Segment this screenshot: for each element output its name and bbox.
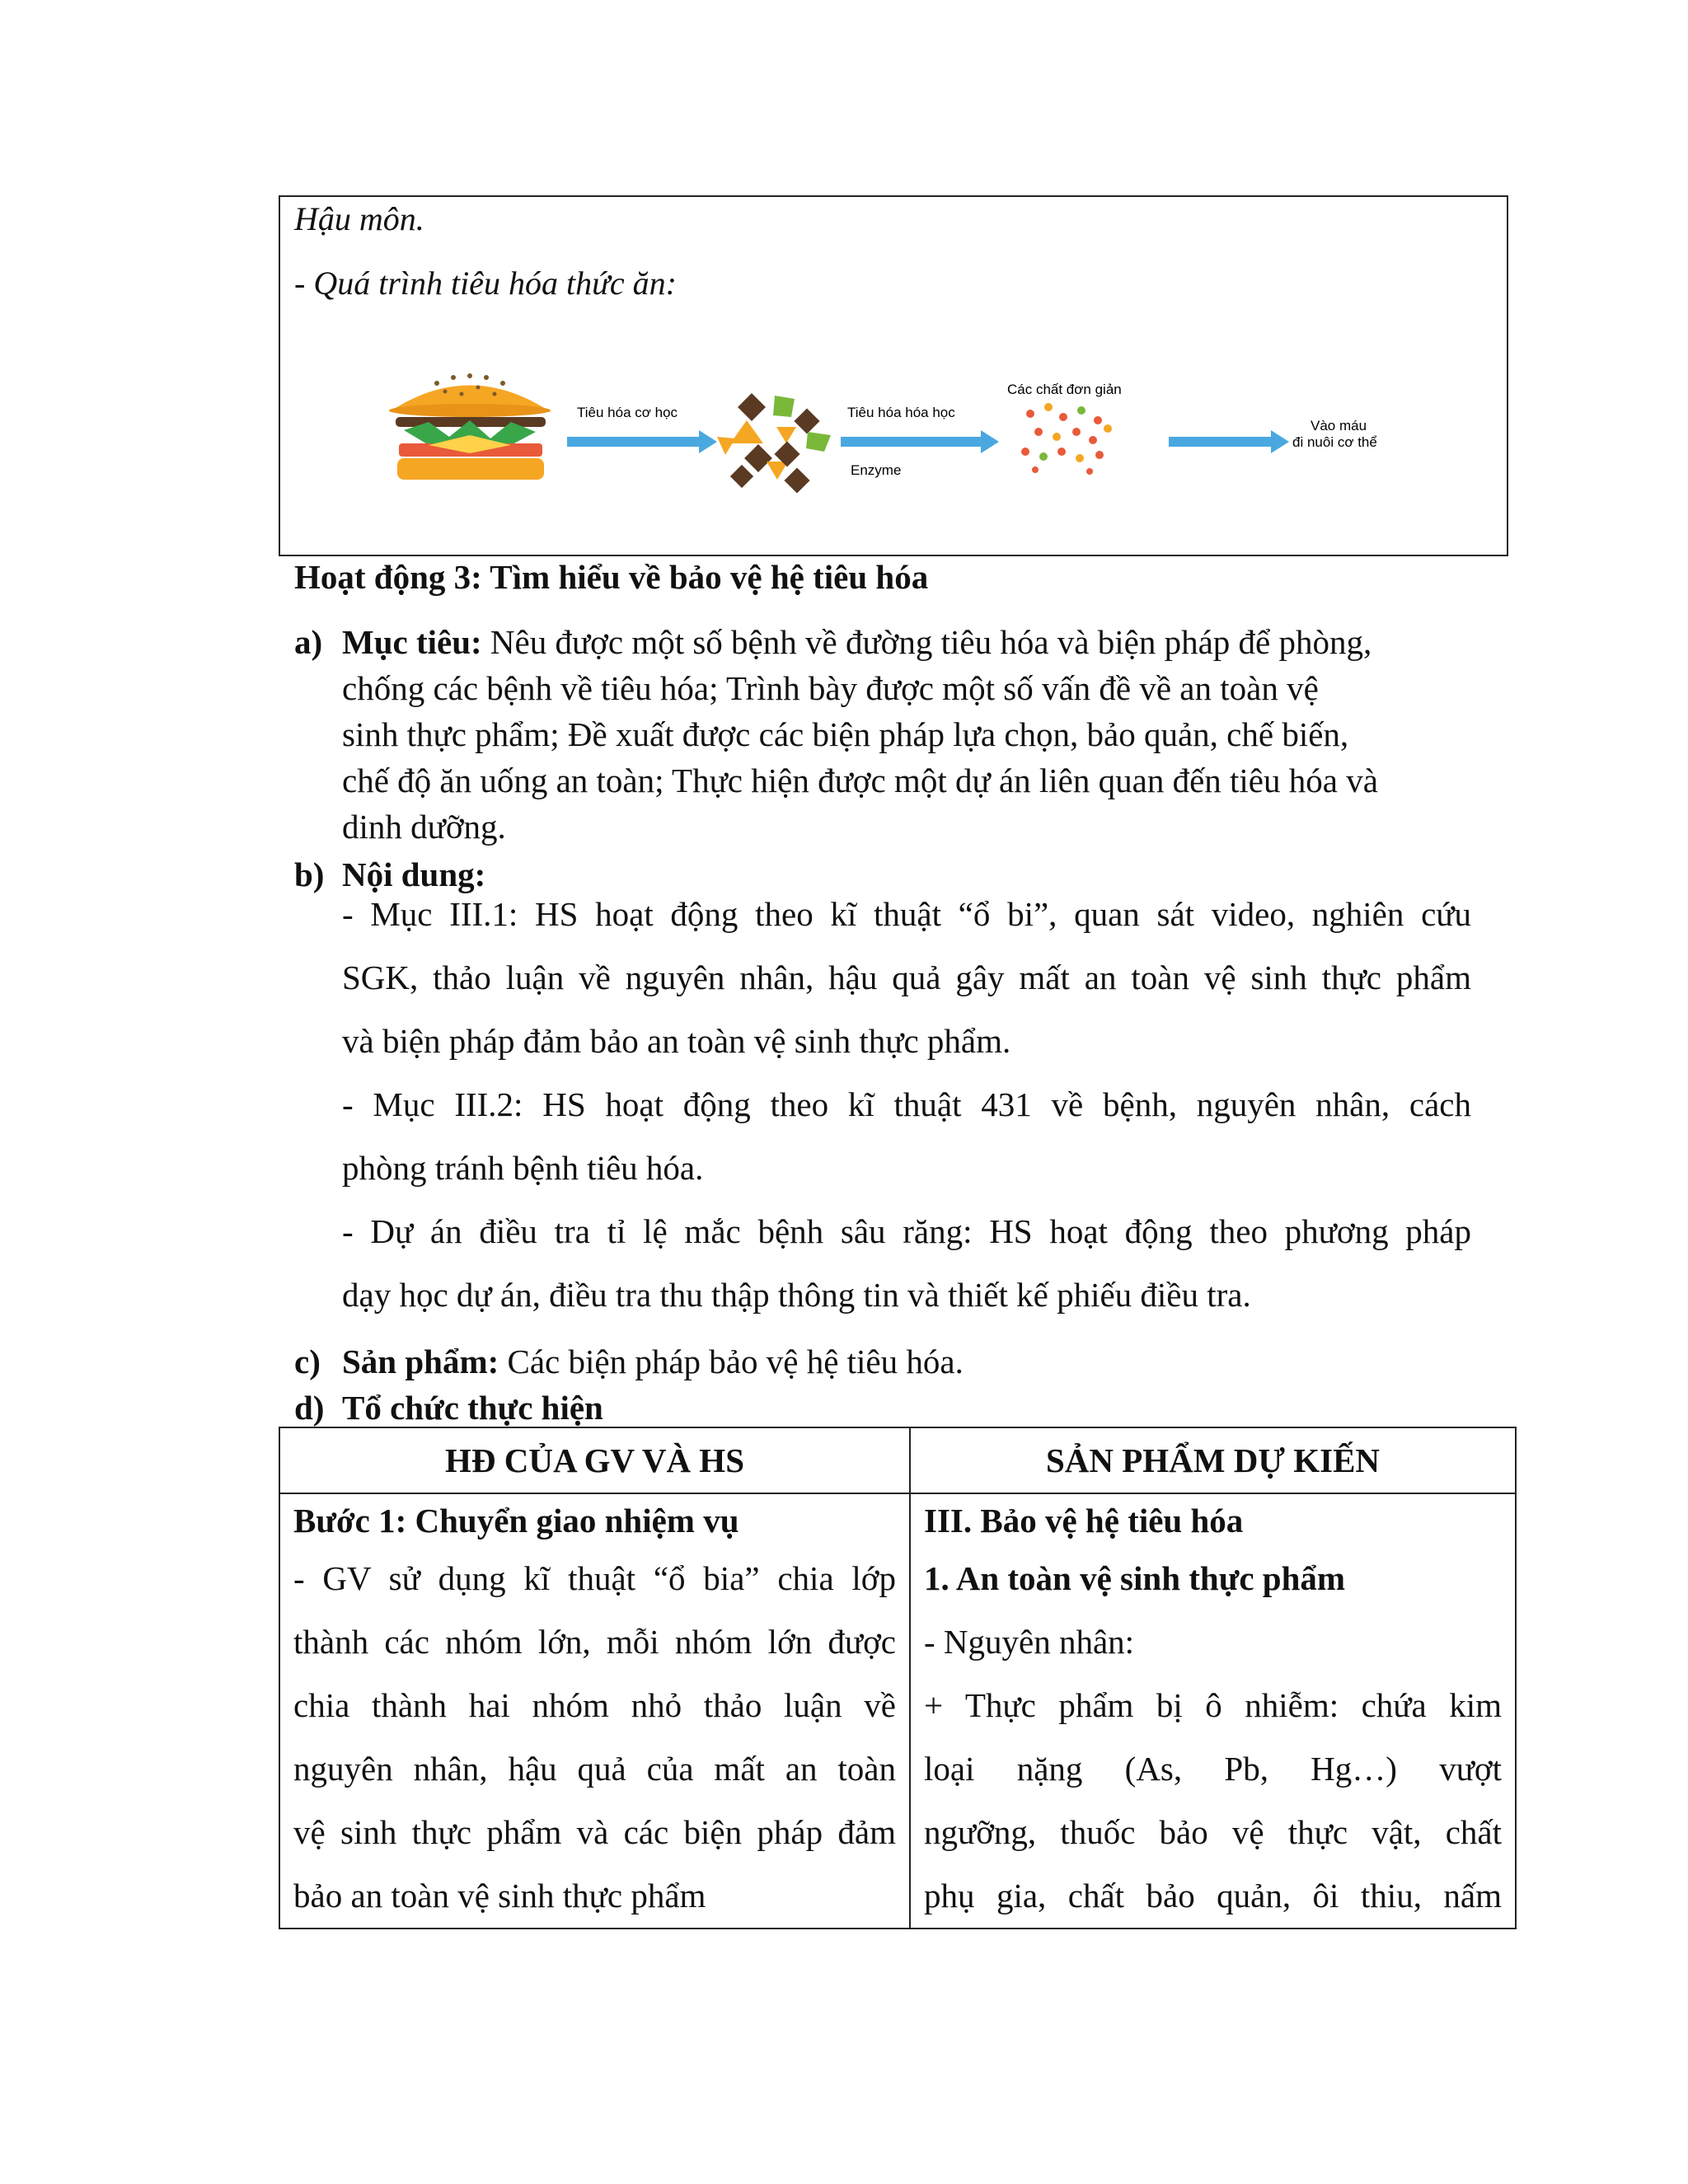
col2-line-4: ngưỡng, thuốc bảo vệ thực vật, chất bbox=[924, 1813, 1502, 1851]
col2-line-2: + Thực phẩm bị ô nhiễm: chứa kim bbox=[924, 1686, 1502, 1724]
item-a-line-5: dinh dưỡng. bbox=[342, 808, 506, 846]
item-a-line-2: chống các bệnh về tiêu hóa; Trình bày được một số vấn đề về an toàn vệ bbox=[342, 669, 1319, 707]
item-d-label: Tổ chức thực hiện bbox=[342, 1389, 603, 1427]
col1-header: HĐ CỦA GV VÀ HS bbox=[279, 1427, 910, 1493]
item-c-marker: c) bbox=[294, 1343, 321, 1380]
col1-line-1: - GV sử dụng kĩ thuật “ổ bia” chia lớp bbox=[293, 1559, 896, 1597]
label-simple-nutrients: Các chất đơn giản bbox=[1007, 382, 1122, 397]
col1-title: Bước 1: Chuyển giao nhiệm vụ bbox=[293, 1502, 739, 1540]
label-enzyme: Enzyme bbox=[851, 462, 902, 478]
item-d-marker: d) bbox=[294, 1389, 325, 1427]
activity-title: Hoạt động 3: Tìm hiểu về bảo vệ hệ tiêu hóa bbox=[294, 558, 929, 596]
activity-table bbox=[279, 1427, 1517, 1929]
col1-line-5: vệ sinh thực phẩm và các biện pháp đảm bbox=[293, 1813, 896, 1851]
item-b-line-4: - Mục III.2: HS hoạt động theo kĩ thuật 431 về bệnh, nguyên nhân, cách bbox=[342, 1085, 1471, 1123]
digestion-process-diagram bbox=[379, 363, 1418, 511]
col1-line-4: nguyên nhân, hậu quả của mất an toàn bbox=[293, 1750, 896, 1788]
item-a-marker: a) bbox=[294, 623, 323, 661]
arrow-mechanical bbox=[567, 430, 717, 453]
item-b-line-1: - Mục III.1: HS hoạt động theo kĩ thuật “ổ bi”, quan sát video, nghiên cứu bbox=[342, 895, 1471, 933]
table-row bbox=[279, 1493, 1516, 1929]
item-b-label: Nội dung: bbox=[342, 855, 486, 893]
col2-header: SẢN PHẨM DỰ KIẾN bbox=[910, 1427, 1516, 1493]
col2-title: III. Bảo vệ hệ tiêu hóa bbox=[924, 1502, 1244, 1540]
label-chemical: Tiêu hóa hóa học bbox=[847, 405, 955, 420]
item-a-line-3: sinh thực phẩm; Đề xuất được các biện pháp lựa chọn, bảo quản, chế biến, bbox=[342, 715, 1349, 753]
box-line-2: - Quá trình tiêu hóa thức ăn: bbox=[294, 265, 677, 302]
simple-nutrients-icon bbox=[1021, 403, 1112, 475]
item-c-text: Các biện pháp bảo vệ hệ tiêu hóa. bbox=[499, 1343, 964, 1380]
label-mechanical: Tiêu hóa cơ học bbox=[577, 405, 678, 420]
col2-line-5: phụ gia, chất bảo quản, ôi thiu, nấm bbox=[924, 1877, 1502, 1915]
col1-line-2: thành các nhóm lớn, mỗi nhóm lớn được bbox=[293, 1623, 896, 1661]
item-b-line-7: dạy học dự án, điều tra thu thập thông tin và thiết kế phiếu điều tra. bbox=[342, 1276, 1251, 1314]
item-a-label: Mục tiêu: bbox=[342, 623, 482, 661]
item-b-line-6: - Dự án điều tra tỉ lệ mắc bệnh sâu răng: HS hoạt động theo phương pháp bbox=[342, 1212, 1471, 1250]
col1-cell bbox=[279, 1493, 910, 1929]
item-a bbox=[342, 619, 1512, 850]
col1-line-6: bảo an toàn vệ sinh thực phẩm bbox=[293, 1877, 706, 1915]
item-b-line-5: phòng tránh bệnh tiêu hóa. bbox=[342, 1149, 704, 1187]
col2-subtitle: 1. An toàn vệ sinh thực phẩm bbox=[924, 1559, 1346, 1597]
item-a-line-4: chế độ ăn uống an toàn; Thực hiện được một dự án liên quan đến tiêu hóa và bbox=[342, 762, 1378, 799]
arrow-to-blood bbox=[1169, 430, 1289, 453]
item-b-content bbox=[342, 883, 1471, 1327]
col2-line-1: - Nguyên nhân: bbox=[924, 1623, 1135, 1661]
label-blood-1: Vào máu bbox=[1311, 418, 1367, 434]
burger-icon bbox=[389, 373, 551, 480]
item-a-line-1: Nêu được một số bệnh về đường tiêu hóa và biện pháp để phòng, bbox=[481, 623, 1372, 661]
item-c-label: Sản phẩm: bbox=[342, 1343, 499, 1380]
table-header-row bbox=[279, 1427, 1516, 1493]
label-blood-2: đi nuôi cơ thể bbox=[1292, 434, 1377, 450]
box-line-1: Hậu môn. bbox=[294, 200, 424, 237]
arrow-chemical bbox=[841, 430, 999, 453]
col2-cell bbox=[910, 1493, 1516, 1929]
item-b-line-3: và biện pháp đảm bảo an toàn vệ sinh thực phẩm. bbox=[342, 1022, 1011, 1060]
col2-line-3: loại nặng (As, Pb, Hg…) vượt bbox=[924, 1750, 1502, 1788]
item-b-marker: b) bbox=[294, 855, 325, 893]
food-chunks-icon bbox=[717, 393, 831, 494]
item-b-line-2: SGK, thảo luận về nguyên nhân, hậu quả gây mất an toàn vệ sinh thực phẩm bbox=[342, 958, 1471, 996]
col1-line-3: chia thành hai nhóm nhỏ thảo luận về bbox=[293, 1686, 896, 1724]
item-c bbox=[342, 1338, 964, 1385]
